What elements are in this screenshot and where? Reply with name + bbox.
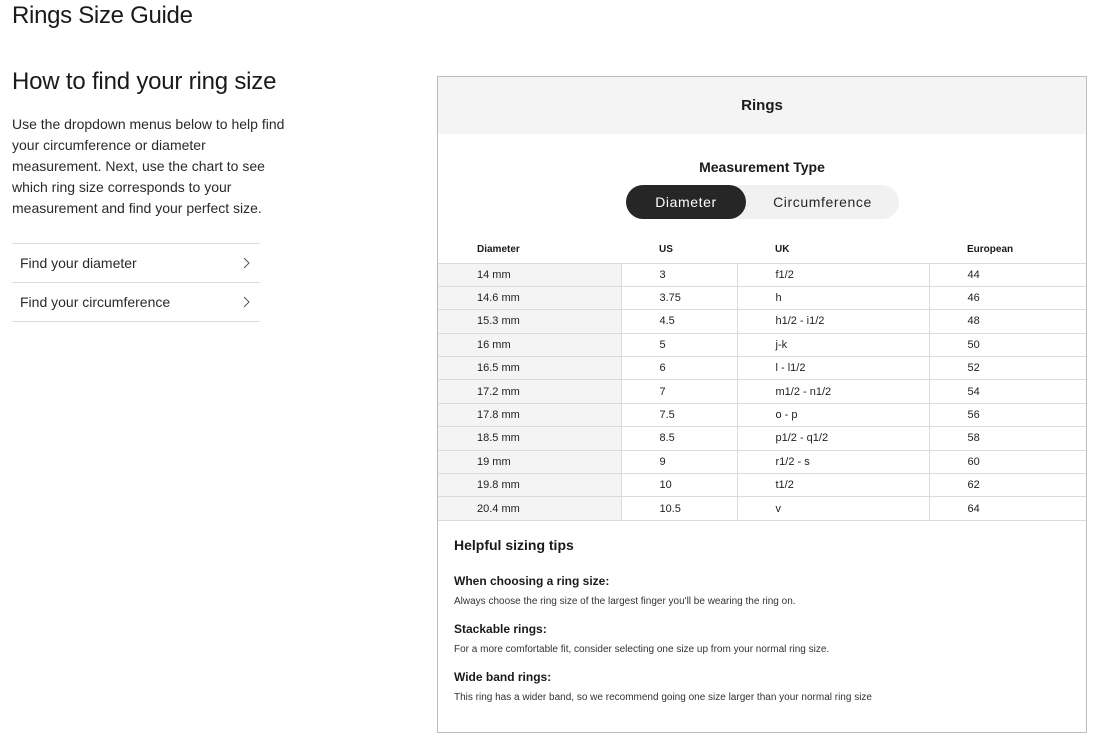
diameter-cell: 19 mm: [438, 450, 621, 473]
european-size-cell: 56: [929, 403, 1086, 426]
tip-text: This ring has a wider band, so we recommend going one size larger than your normal ring size: [454, 692, 872, 703]
tips-heading: Helpful sizing tips: [454, 537, 574, 553]
european-size-cell: 60: [929, 450, 1086, 473]
us-size-cell: 3: [621, 263, 737, 286]
us-size-cell: 4.5: [621, 310, 737, 333]
us-size-cell: 5: [621, 333, 737, 356]
diameter-toggle-button[interactable]: Diameter: [626, 185, 746, 219]
find-diameter-label: Find your diameter: [20, 255, 137, 271]
uk-size-cell: p1/2 - q1/2: [737, 427, 929, 450]
table-row: [438, 333, 1086, 356]
us-size-cell: 8.5: [621, 427, 737, 450]
diameter-cell: 16.5 mm: [438, 357, 621, 380]
table-row: [438, 263, 1086, 286]
uk-size-cell: h1/2 - i1/2: [737, 310, 929, 333]
table-row: [438, 403, 1086, 426]
table-body: [438, 263, 1086, 520]
diameter-cell: 17.8 mm: [438, 403, 621, 426]
us-size-cell: 9: [621, 450, 737, 473]
diameter-cell: 17.2 mm: [438, 380, 621, 403]
tip-item: [454, 622, 1064, 655]
table-row: [438, 427, 1086, 450]
measurement-type-toggle: [626, 185, 899, 219]
ring-size-intro: [12, 68, 292, 322]
section-description: Use the dropdown menus below to help find your circumference or diameter measurement. Next, use the chart to see which ring size corresponds to your measurement and find your perfect size.: [12, 116, 285, 216]
tip-title: When choosing a ring size:: [454, 574, 610, 588]
diameter-cell: 20.4 mm: [438, 497, 621, 520]
uk-size-cell: r1/2 - s: [737, 450, 929, 473]
us-size-cell: 6: [621, 357, 737, 380]
ring-size-table: [438, 237, 1086, 521]
european-size-cell: 62: [929, 474, 1086, 497]
european-size-cell: 46: [929, 286, 1086, 309]
uk-size-cell: h: [737, 286, 929, 309]
uk-size-cell: t1/2: [737, 474, 929, 497]
us-size-cell: 10.5: [621, 497, 737, 520]
table-row: [438, 286, 1086, 309]
page-title: Rings Size Guide: [12, 2, 193, 29]
european-size-cell: 50: [929, 333, 1086, 356]
european-size-cell: 44: [929, 263, 1086, 286]
table-row: [438, 310, 1086, 333]
tip-title: Stackable rings:: [454, 622, 547, 636]
diameter-cell: 18.5 mm: [438, 427, 621, 450]
panel-title: Rings: [438, 77, 1086, 134]
table-header-row: [438, 237, 1086, 263]
uk-size-cell: j-k: [737, 333, 929, 356]
column-header-us: US: [659, 244, 673, 256]
uk-size-cell: f1/2: [737, 263, 929, 286]
find-diameter-item[interactable]: [12, 244, 260, 283]
european-size-cell: 48: [929, 310, 1086, 333]
us-size-cell: 7.5: [621, 403, 737, 426]
european-size-cell: 64: [929, 497, 1086, 520]
column-header-uk: UK: [775, 244, 790, 256]
us-size-cell: 3.75: [621, 286, 737, 309]
find-circumference-item[interactable]: [12, 283, 260, 322]
diameter-cell: 14 mm: [438, 263, 621, 286]
table-row: [438, 450, 1086, 473]
european-size-cell: 54: [929, 380, 1086, 403]
uk-size-cell: l - l1/2: [737, 357, 929, 380]
european-size-cell: 52: [929, 357, 1086, 380]
diameter-cell: 19.8 mm: [438, 474, 621, 497]
table-row: [438, 474, 1086, 497]
find-size-list: [12, 243, 260, 322]
table-row: [438, 497, 1086, 520]
tip-item: [454, 670, 1064, 703]
uk-size-cell: v: [737, 497, 929, 520]
table-row: [438, 357, 1086, 380]
find-circumference-label: Find your circumference: [20, 294, 171, 310]
sizing-tips: [454, 537, 1064, 718]
chevron-right-icon: [240, 257, 252, 269]
column-header-diameter: Diameter: [477, 244, 520, 256]
diameter-cell: 16 mm: [438, 333, 621, 356]
circumference-toggle-button[interactable]: Circumference: [773, 194, 872, 210]
tip-text: For a more comfortable fit, consider selecting one size up from your normal ring size.: [454, 644, 830, 655]
section-heading: How to find your ring size: [12, 68, 277, 95]
tip-title: Wide band rings:: [454, 670, 552, 684]
rings-size-panel: [437, 76, 1087, 733]
diameter-cell: 15.3 mm: [438, 310, 621, 333]
chevron-right-icon: [240, 296, 252, 308]
uk-size-cell: o - p: [737, 403, 929, 426]
column-header-european: European: [967, 244, 1014, 256]
uk-size-cell: m1/2 - n1/2: [737, 380, 929, 403]
us-size-cell: 10: [621, 474, 737, 497]
table-row: [438, 380, 1086, 403]
diameter-cell: 14.6 mm: [438, 286, 621, 309]
tip-item: [454, 574, 1064, 607]
measurement-type-label: Measurement Type: [699, 159, 825, 175]
tip-text: Always choose the ring size of the largest finger you'll be wearing the ring on.: [454, 596, 796, 607]
european-size-cell: 58: [929, 427, 1086, 450]
us-size-cell: 7: [621, 380, 737, 403]
